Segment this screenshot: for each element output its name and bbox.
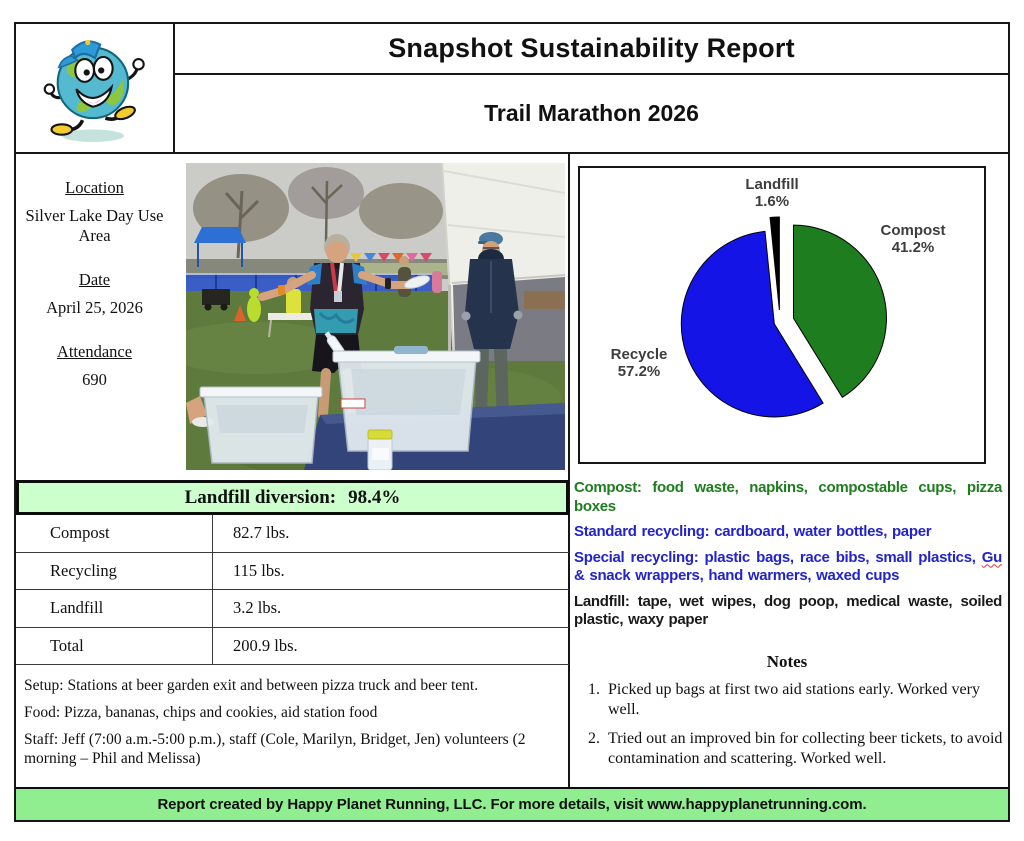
location-value: Silver Lake Day Use Area xyxy=(25,206,164,245)
food-text: Food: Pizza, bananas, chips and cookies, aid station food xyxy=(24,704,378,721)
row-value: 3.2 lbs. xyxy=(233,598,282,618)
date-label: Date xyxy=(78,270,111,289)
setup-text: Setup: Stations at beer garden exit and between pizza truck and beer tent. xyxy=(24,677,479,694)
notes-list xyxy=(570,680,1004,769)
logistics-panel xyxy=(16,666,570,776)
location-label: Location xyxy=(65,178,124,197)
note-item: 1. Picked up bags at first two aid stations early. Worked very well. xyxy=(604,680,1004,720)
footer-text: Report created by Happy Planet Running, LLC. For more details, visit www.happyplanetrunning.com. xyxy=(157,796,867,813)
happy-planet-logo-icon xyxy=(32,29,158,148)
weights-table xyxy=(16,515,569,665)
waste-pie-chart xyxy=(578,166,986,464)
row-label: Compost xyxy=(16,515,213,552)
pie-chart-svg xyxy=(580,168,984,462)
right-panel xyxy=(570,154,1008,787)
row-value: 200.9 lbs. xyxy=(233,635,298,655)
pie-label-landfill: Landfill 1.6% xyxy=(745,176,799,210)
footer-banner xyxy=(16,787,1008,820)
diversion-label: Landfill diversion: xyxy=(184,486,337,508)
row-value: 82.7 lbs. xyxy=(233,523,290,543)
row-label: Total xyxy=(16,628,213,665)
logo-cell xyxy=(16,24,175,152)
diversion-value: 98.4% xyxy=(348,486,401,508)
table-row xyxy=(16,628,569,666)
misspelled-word: Gu xyxy=(981,548,1002,566)
event-subtitle-cell xyxy=(175,75,1008,152)
special-recycling-text: Special recycling: plastic bags, race bibs, small plastics, Gu & snack wrappers, hand warmers, waxed cups xyxy=(574,548,1002,584)
table-row xyxy=(16,553,569,591)
report-border xyxy=(14,22,1010,822)
row-label: Recycling xyxy=(16,553,213,590)
landfill-diversion-banner xyxy=(16,480,569,515)
staff-text: Staff: Jeff (7:00 a.m.-5:00 p.m.), staff (Cole, Marilyn, Bridget, Jen) volunteers (2 morning – Phil and Melissa) xyxy=(24,731,526,767)
event-title: Trail Marathon 2026 xyxy=(484,100,699,126)
page-title: Snapshot Sustainability Report xyxy=(388,33,795,63)
row-value: 115 lbs. xyxy=(233,560,285,580)
pie-label-compost: Compost 41.2% xyxy=(880,222,946,256)
notes-title: Notes xyxy=(766,652,808,671)
report-title-cell xyxy=(175,24,1008,75)
waste-category-legend xyxy=(570,472,1004,637)
attendance-label: Attendance xyxy=(56,342,133,361)
pie-label-recycle: Recycle 57.2% xyxy=(610,346,668,380)
table-row xyxy=(16,590,569,628)
attendance-value: 690 xyxy=(82,370,107,389)
table-row xyxy=(16,515,569,553)
event-photo xyxy=(175,154,568,480)
row-label: Landfill xyxy=(16,590,213,627)
event-info-panel xyxy=(16,154,173,480)
event-photo-illustration xyxy=(186,163,565,470)
date-value: April 25, 2026 xyxy=(46,298,143,317)
compost-category-text: Compost: food waste, napkins, compostable cups, pizza boxes xyxy=(574,479,1002,515)
header xyxy=(16,24,1008,154)
landfill-category-text: Landfill: tape, wet wipes, dog poop, medical waste, soiled plastic, waxy paper xyxy=(574,592,1002,628)
note-item: 2. Tried out an improved bin for collecting beer tickets, to avoid contamination and scattering. Worked well. xyxy=(604,729,1004,769)
standard-recycling-text: Standard recycling: cardboard, water bottles, paper xyxy=(574,523,932,540)
notes-section xyxy=(570,650,1004,778)
